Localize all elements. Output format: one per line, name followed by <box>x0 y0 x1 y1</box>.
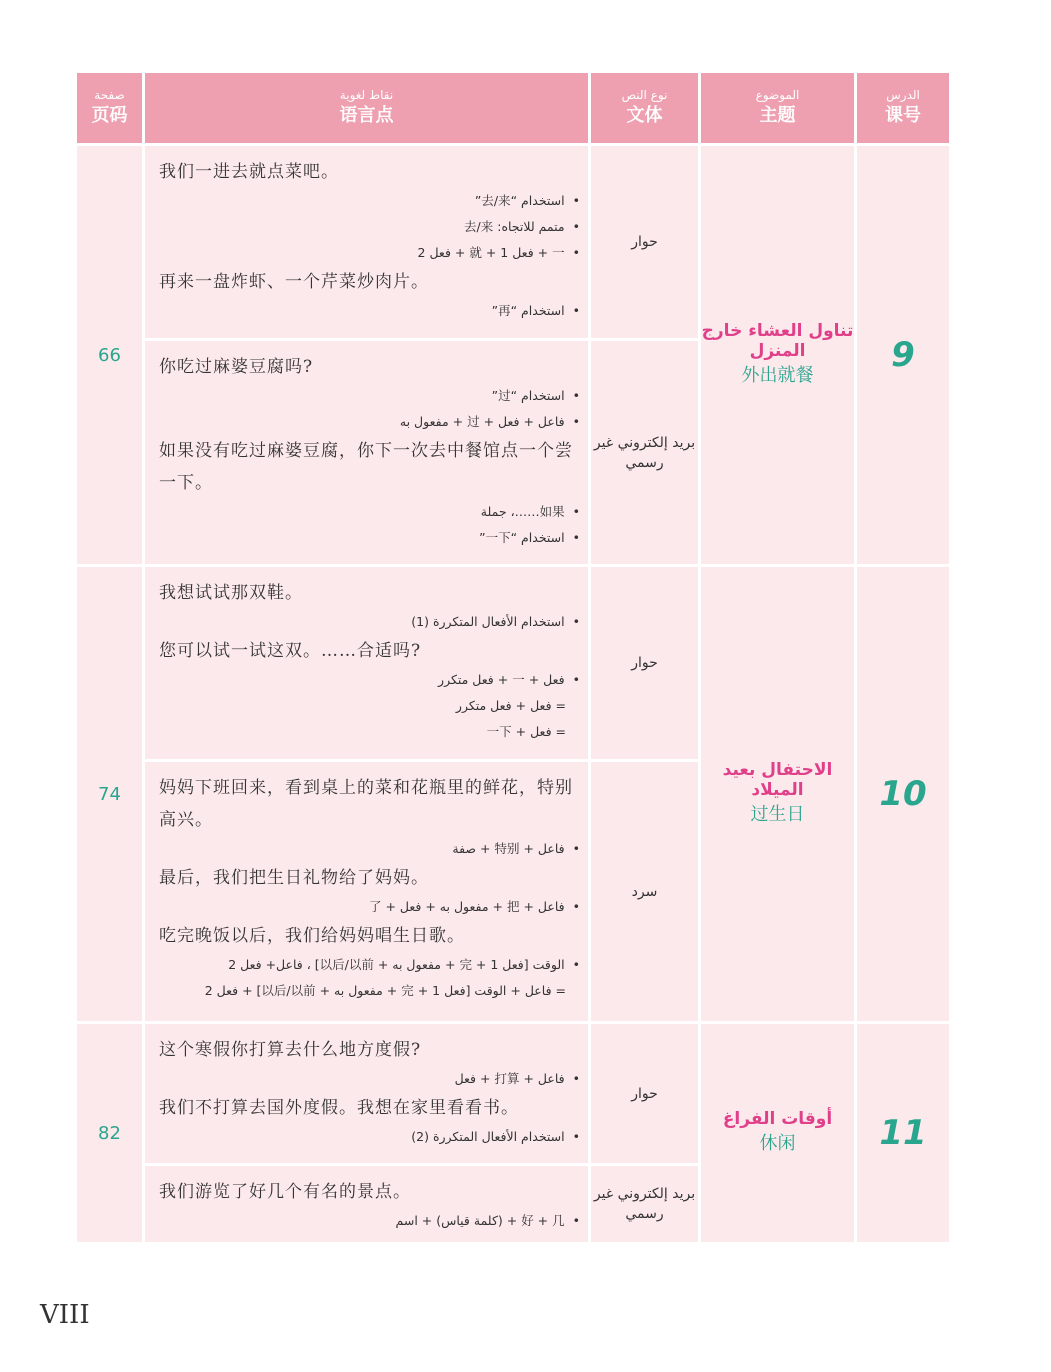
page-number: 82 <box>76 1023 144 1244</box>
grammar-note: • 一 + فعل 1 + 就 + فعل 2 <box>159 240 580 266</box>
lesson-row <box>76 566 951 761</box>
example-sentence: 我们一进去就点菜吧。 <box>159 162 339 182</box>
contents-body <box>76 145 951 1244</box>
topic-arabic: أوقات الفراغ <box>722 1109 833 1129</box>
example-sentence: 我们不打算去国外度假。我想在家里看看书。 <box>159 1098 519 1118</box>
text-type: سرد <box>590 761 700 1023</box>
example-sentence: 再来一盘炸虾、一个芹菜炒肉片。 <box>159 272 429 292</box>
language-points <box>144 145 590 340</box>
header-topic: الموضوع 主题 <box>700 72 856 145</box>
header-row <box>76 72 951 145</box>
grammar-note: • فاعل + 把 + مفعول به + فعل + 了 <box>159 894 580 920</box>
example-sentence: 妈妈下班回来，看到桌上的菜和花瓶里的鲜花，特别高兴。 <box>159 778 573 830</box>
example-sentence: 吃完晚饭以后，我们给妈妈唱生日歌。 <box>159 926 465 946</box>
text-type: حوار <box>590 1023 700 1165</box>
grammar-note: • فاعل + 特别 + صفة <box>159 836 580 862</box>
grammar-note: • استخدام “再” <box>159 298 580 324</box>
topic-arabic: الاحتفال بعيد الميلاد <box>722 760 833 800</box>
topic-chinese: 休闲 <box>759 1133 796 1154</box>
header-text-type: نوع النص 文体 <box>590 72 700 145</box>
grammar-note: • فاعل + فعل + 过 + مفعول به <box>159 409 580 435</box>
language-points <box>144 1165 590 1244</box>
grammar-note: • استخدام “过” <box>159 383 580 409</box>
lesson-topic <box>700 566 856 1023</box>
example-sentence: 如果没有吃过麻婆豆腐，你下一次去中餐馆点一个尝一下。 <box>159 441 573 493</box>
grammar-note: • فعل + 一 + فعل متكرر <box>159 667 580 693</box>
language-points <box>144 761 590 1023</box>
example-sentence: 我们游览了好几个有名的景点。 <box>159 1182 411 1202</box>
topic-chinese: 外出就餐 <box>741 365 814 386</box>
lesson-row <box>76 145 951 340</box>
example-sentence: 我想试试那双鞋。 <box>159 583 303 603</box>
text-type: بريد إلكتروني غير رسمي <box>590 340 700 566</box>
lesson-number: 11 <box>856 1023 951 1244</box>
grammar-note: • 好 + 几 + (كلمة قياس) + اسم <box>159 1208 580 1234</box>
page-number: 66 <box>76 145 144 566</box>
grammar-note: = فاعل + الوقت [فعل 1 + 完 + مفعول به + 以后/以前] + فعل 2 <box>204 983 566 998</box>
topic-chinese: 过生日 <box>750 804 805 825</box>
grammar-note: = فعل + فعل متكرر <box>455 698 566 713</box>
grammar-note: • استخدام الأفعال المتكررة (2) <box>159 1124 580 1150</box>
text-type: بريد إلكتروني غير رسمي <box>590 1165 700 1244</box>
lesson-topic <box>700 145 856 566</box>
header-page: صفحة 页码 <box>76 72 144 145</box>
header-language-points: نقاط لغوية 语言点 <box>144 72 590 145</box>
lesson-number: 9 <box>856 145 951 566</box>
text-type: حوار <box>590 145 700 340</box>
grammar-note: • متمم للاتجاه: 去/来 <box>159 214 580 240</box>
example-sentence: 最后，我们把生日礼物给了妈妈。 <box>159 868 429 888</box>
lesson-topic <box>700 1023 856 1244</box>
lesson-row <box>76 1023 951 1165</box>
text-type: حوار <box>590 566 700 761</box>
language-points <box>144 340 590 566</box>
topic-arabic: تناول العشاء خارج المنزل <box>701 321 854 361</box>
page-number: 74 <box>76 566 144 1023</box>
example-sentence: 这个寒假你打算去什么地方度假? <box>159 1040 422 1060</box>
contents-table <box>74 70 952 1245</box>
grammar-note: • 如果……، جملة <box>159 499 580 525</box>
grammar-note: • استخدام الأفعال المتكررة (1) <box>159 609 580 635</box>
grammar-note: = فعل + 一下 <box>486 724 566 739</box>
grammar-note: • الوقت [فعل 1 + 完 + مفعول به + 以后/以前] ، فاعل+ فعل 2 <box>159 952 580 978</box>
grammar-note: • استخدام “一下” <box>159 525 580 551</box>
lesson-number: 10 <box>856 566 951 1023</box>
language-points <box>144 1023 590 1165</box>
grammar-note: • فاعل + 打算 + فعل <box>159 1066 580 1092</box>
header-lesson: الدرس 课号 <box>856 72 951 145</box>
grammar-note: • استخدام “去/来” <box>159 188 580 214</box>
example-sentence: 你吃过麻婆豆腐吗? <box>159 357 314 377</box>
page-folio: VIII <box>40 1300 90 1330</box>
example-sentence: 您可以试一试这双。……合适吗? <box>159 641 422 661</box>
language-points <box>144 566 590 761</box>
